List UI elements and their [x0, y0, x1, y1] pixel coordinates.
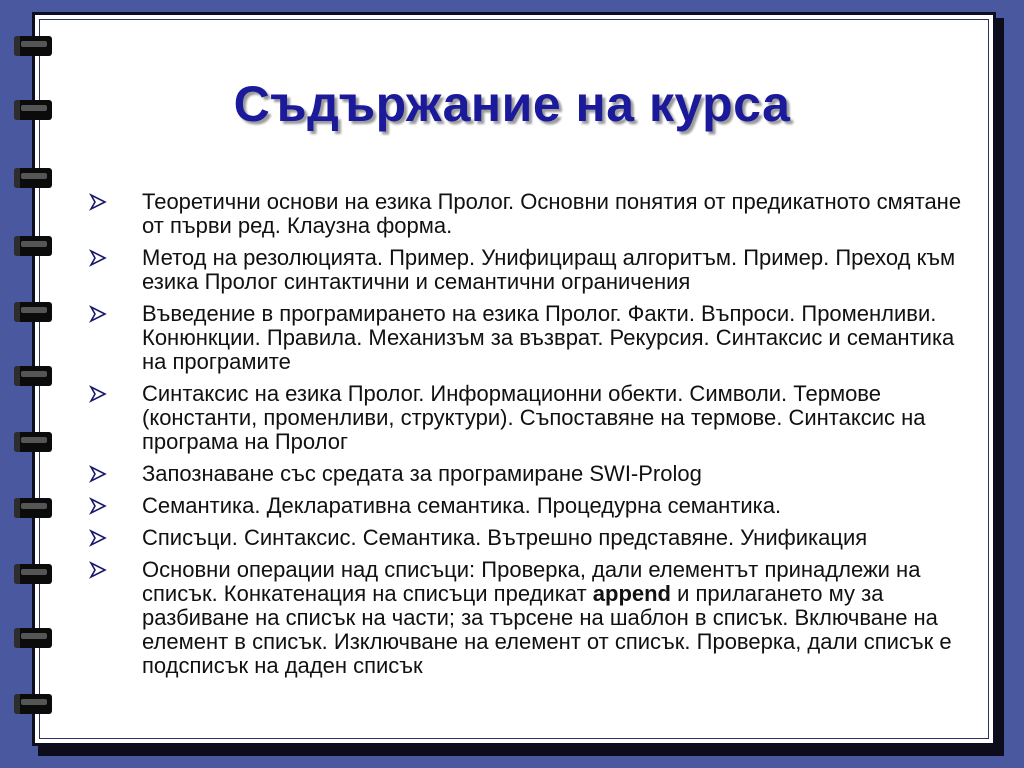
- slide-title: Съдържание на курса: [233, 76, 791, 132]
- list-item-text: Метод на резолюцията. Пример. Унифициращ алгоритъм. Пример. Преход към езика Пролог синтактични и семантични ограничения: [142, 245, 956, 294]
- arrowhead-bullet-icon: [88, 303, 110, 325]
- notebook-ring-icon: [14, 564, 52, 584]
- list-item-text: Семантика. Декларативна семантика. Процедурна семантика.: [142, 493, 782, 518]
- list-item-text: Запознаване със средата за програмиране SWI-Prolog: [142, 461, 702, 486]
- course-contents-list: [88, 190, 968, 686]
- list-item-text: Теоретични основи на езика Пролог. Основни понятия от предикатното смятане от първи ред. Клаузна форма.: [142, 189, 962, 238]
- list-item: [88, 558, 968, 678]
- list-item-text: Списъци. Синтаксис. Семантика. Вътрешно представяне. Унификация: [142, 525, 868, 550]
- list-item: [88, 526, 968, 550]
- arrowhead-bullet-icon: [88, 247, 110, 269]
- notebook-ring-icon: [14, 694, 52, 714]
- list-item: [88, 462, 968, 486]
- arrowhead-bullet-icon: [88, 527, 110, 549]
- arrowhead-bullet-icon: [88, 559, 110, 581]
- list-item-text: [142, 557, 952, 678]
- arrowhead-bullet-icon: [88, 463, 110, 485]
- notebook-ring-icon: [14, 366, 52, 386]
- notebook-ring-icon: [14, 236, 52, 256]
- list-item: [88, 246, 968, 294]
- arrowhead-bullet-icon: [88, 383, 110, 405]
- list-item: [88, 302, 968, 374]
- list-item: [88, 382, 968, 454]
- notebook-ring-icon: [14, 432, 52, 452]
- list-item-text: Синтаксис на езика Пролог. Информационни обекти. Символи. Термове (константи, променливи, структури). Съпоставяне на термове. Синтаксис на програма на Пролог: [142, 381, 926, 454]
- list-item-text-before: Основни операции над списъци: Проверка, дали елементът принадлежи на списък. Конкатенация на списъци предикат: [142, 557, 921, 606]
- notebook-ring-icon: [14, 498, 52, 518]
- list-item-text: Въведение в програмирането на езика Пролог. Факти. Въпроси. Променливи. Конюнкции. Правила. Механизъм за възврат. Рекурсия. Синтаксис и семантика на програмите: [142, 301, 955, 374]
- list-item: [88, 494, 968, 518]
- notebook-ring-icon: [14, 36, 52, 56]
- list-item-text-after: и прилагането му за разбиване на списък на части; за търсене на шаблон в списък. Включване на елемент в списък. Изключване на елемент от списък. Проверка, дали списък е подсписък на даден списък: [142, 581, 952, 678]
- notebook-ring-icon: [14, 302, 52, 322]
- notebook-ring-icon: [14, 628, 52, 648]
- keyword-append: append: [592, 581, 671, 606]
- list-item: [88, 190, 968, 238]
- notebook-ring-icon: [14, 168, 52, 188]
- arrowhead-bullet-icon: [88, 495, 110, 517]
- arrowhead-bullet-icon: [88, 191, 110, 213]
